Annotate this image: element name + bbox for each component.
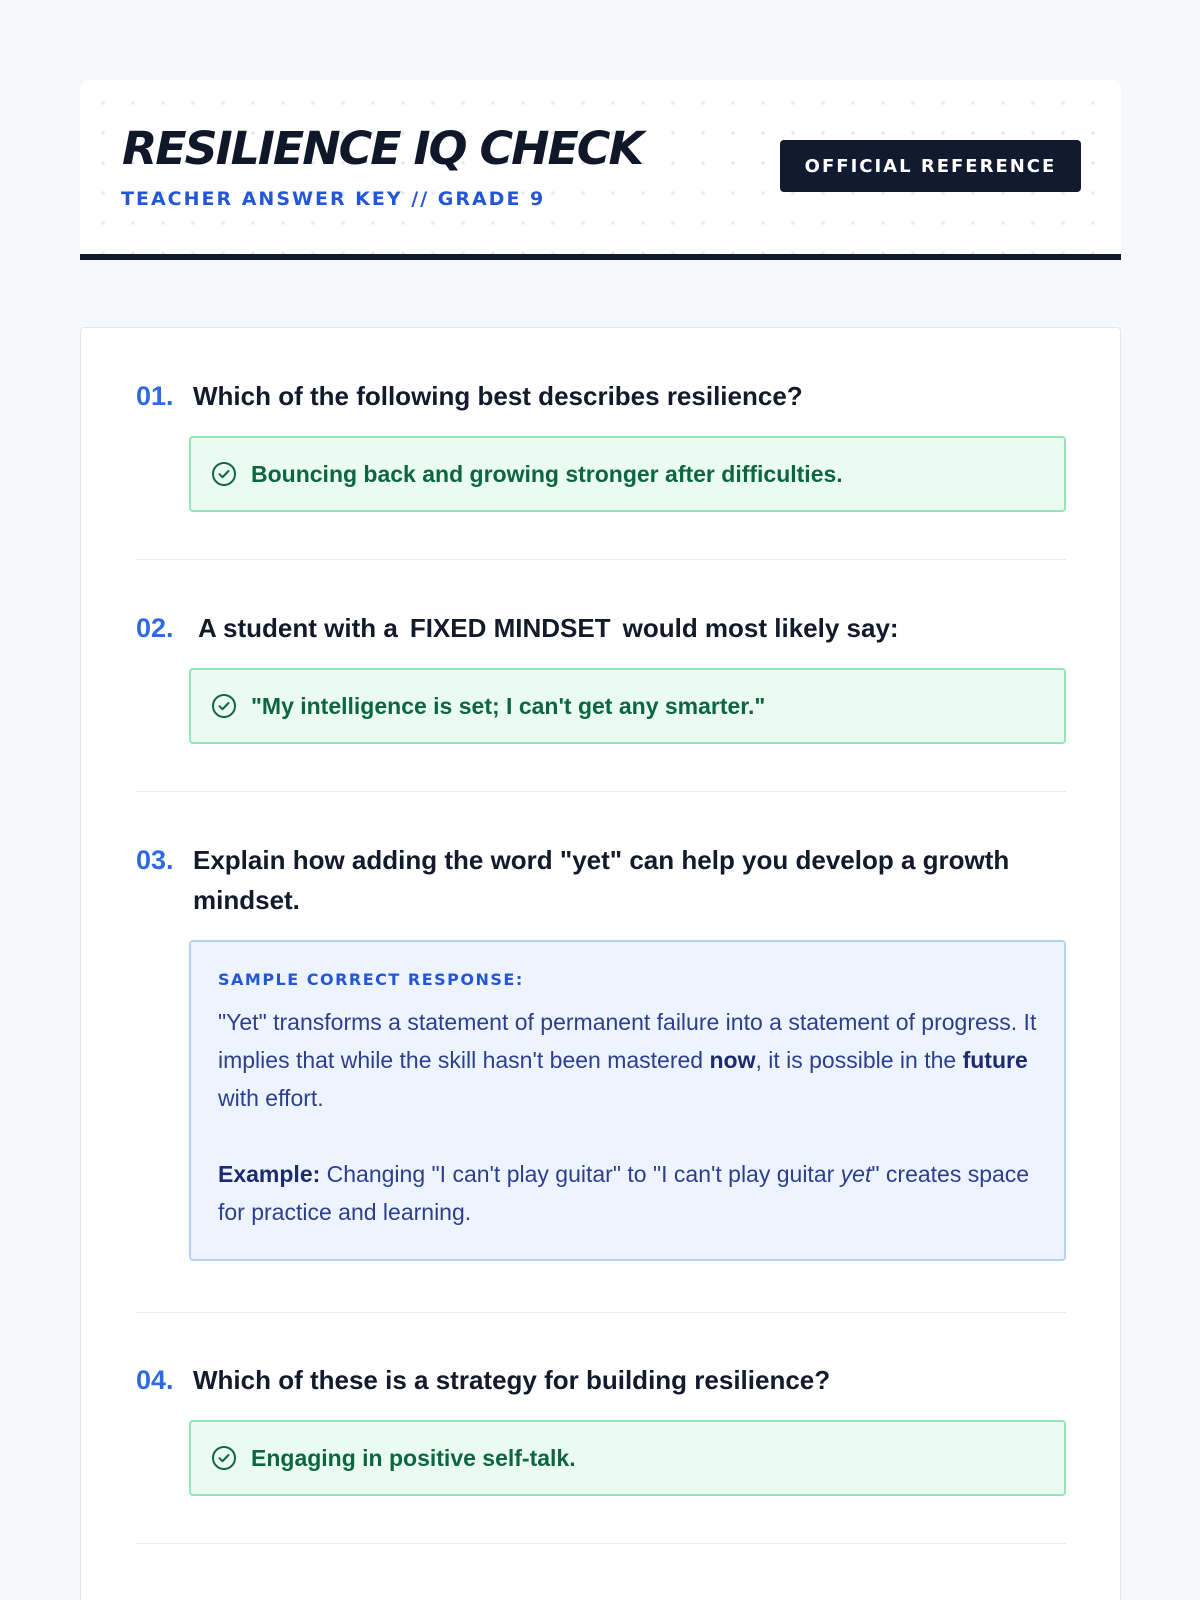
answer-text: Bouncing back and growing stronger after difficulties. [251,460,843,487]
question-text: Which of the following best describes resilience? [193,381,803,411]
question-text [198,608,899,648]
correct-answer [189,1420,1066,1496]
question-number: 02. [136,613,174,643]
check-circle-icon [211,1445,237,1471]
question-text: Explain how adding the word "yet" can help you develop a growth mindset. [193,845,1010,915]
correct-answer [189,668,1066,744]
example-text-part: Changing "I can't play guitar" to "I can't play guitar [320,1161,841,1187]
official-reference-badge: OFFICIAL REFERENCE [780,140,1081,192]
emphasis-now: now [709,1047,756,1073]
sample-response-label: SAMPLE CORRECT RESPONSE: [218,970,524,989]
question-text-part: would most likely say: [622,613,899,643]
sample-response-text [218,1003,1038,1117]
answer-key-card [80,327,1121,1600]
fixed-mindset-tag: FIXED MINDSET [409,613,611,643]
example-label: Example: [218,1161,321,1187]
question-4 [136,1360,1066,1496]
correct-answer [189,436,1066,512]
question-number: 04. [136,1365,174,1395]
sample-example [218,1155,1038,1231]
divider [136,559,1066,560]
question-text: Which of these is a strategy for building resilience? [193,1365,831,1395]
check-circle-icon [211,461,237,487]
sample-response [189,940,1066,1261]
emphasis-yet: yet [840,1161,872,1187]
page-title: RESILIENCE IQ CHECK [122,122,642,175]
sample-text-part: , it is possible in the [755,1047,963,1073]
sample-text-part: "Yet" transforms a statement of permanent failure into a statement of progress. It implies that while the skill hasn't been mastered [218,1009,1037,1073]
divider [136,1312,1066,1313]
sample-text-part: with effort. [218,1085,324,1111]
question-3 [136,840,1066,1261]
emphasis-future: future [962,1047,1028,1073]
divider [136,791,1066,792]
check-circle-icon [211,693,237,719]
answer-text: Engaging in positive self-talk. [251,1444,576,1471]
question-number: 01. [136,381,174,411]
question-number: 03. [136,845,174,875]
question-2 [136,608,1066,744]
question-text-part: A student with a [198,613,398,643]
answer-text: "My intelligence is set; I can't get any smarter." [251,692,766,719]
page-header [80,80,1121,260]
question-1 [136,376,1066,512]
divider [136,1543,1066,1544]
example-text-part: " creates space for practice and learning. [218,1161,1030,1225]
page-subtitle: TEACHER ANSWER KEY // GRADE 9 [121,188,546,210]
